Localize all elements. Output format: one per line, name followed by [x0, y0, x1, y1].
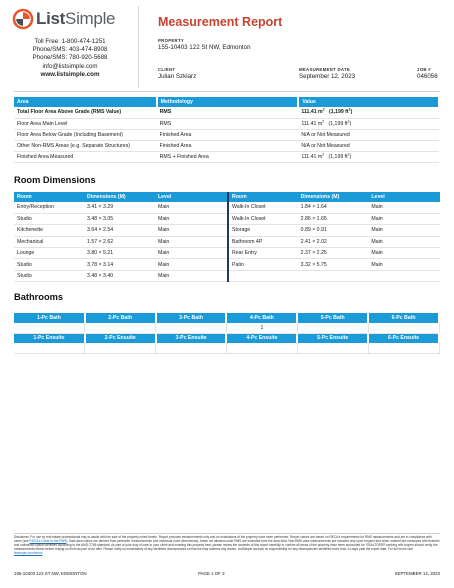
- table-row: [14, 213, 227, 224]
- logo-bold: List: [36, 9, 66, 28]
- ensuite-count: [85, 343, 156, 353]
- room-name: Entry/Reception: [14, 202, 84, 213]
- room-name: Studio: [14, 259, 84, 270]
- room-level: Main: [155, 202, 227, 213]
- room-name: Walk-In Closet: [228, 213, 298, 224]
- room-table-header: [14, 192, 227, 202]
- bath-col-header: 5-Pc Bath: [297, 313, 368, 323]
- ensuite-count: [368, 343, 439, 353]
- header-divider: [138, 6, 139, 88]
- header-separator: [14, 91, 440, 92]
- ensuite-count: [156, 343, 227, 353]
- room-dimensions: 3.80 × 5.21: [84, 248, 155, 259]
- bath-value-row: [14, 323, 439, 333]
- value-col-header: Value: [298, 97, 439, 107]
- room-level: Main: [368, 248, 440, 259]
- room-level: Main: [155, 270, 227, 281]
- room-name: [228, 270, 298, 281]
- room-level: Main: [155, 248, 227, 259]
- table-row: [228, 259, 440, 270]
- room-name: Walk-In Closet: [228, 202, 298, 213]
- area-table: [14, 97, 440, 163]
- table-row: [228, 236, 440, 247]
- bathrooms-title: Bathrooms: [14, 292, 64, 302]
- contact-website[interactable]: www.listsimple.com: [40, 70, 100, 78]
- bath-count: [85, 323, 156, 333]
- ensuite-count: [297, 343, 368, 353]
- table-row: [14, 152, 439, 163]
- footer-page-number: PAGE 1 OF 3: [198, 571, 225, 576]
- area-methodology: RMS: [157, 107, 299, 118]
- room-table-header: [228, 192, 440, 202]
- level-col-header: Level: [155, 192, 227, 202]
- phone-sms-number: Phone/SMS: 403-474-8908: [32, 46, 108, 54]
- room-dimensions: 0.89 × 0.91: [298, 225, 369, 236]
- area-methodology: Finished Area: [157, 129, 299, 140]
- property-label: PROPERTY: [158, 38, 185, 43]
- room-table-left: [14, 192, 227, 282]
- area-methodology: RMS + Finished Area: [157, 152, 299, 163]
- disclaimer-part-1: Disclaimer: For use by real estate professionals only to assist with the sale of the property noted herein. Report provides measurements only and no evaluations of the property have been performed. Report values are based on RECA's requirements for RMS measurements and are in compliance with same (see: [14, 535, 432, 543]
- table-row: [14, 202, 227, 213]
- ensuite-header-row: [14, 333, 439, 343]
- room-level: Main: [368, 213, 440, 224]
- property-address: 155-10403 122 St NW, Edmonton: [158, 44, 251, 51]
- table-row: [14, 141, 439, 152]
- room-col-header: Room: [228, 192, 298, 202]
- room-dimensions: 2.86 × 1.65: [298, 213, 369, 224]
- ensuite-col-header: 4-Pc Ensuite: [226, 333, 297, 343]
- contact-block: [10, 38, 130, 79]
- phone-sms-number-2: Phone/SMS: 780-920-5688: [32, 54, 108, 62]
- room-name: Storage: [228, 225, 298, 236]
- table-row: [228, 248, 440, 259]
- room-level: Main: [368, 202, 440, 213]
- room-name: Studio: [14, 270, 84, 281]
- room-dimensions: 1.84 × 1.64: [298, 202, 369, 213]
- bath-col-header: 4-Pc Bath: [226, 313, 297, 323]
- report-header: [0, 0, 454, 90]
- area-value-imperial: (1,199 ft: [328, 120, 348, 127]
- room-level: Main: [155, 236, 227, 247]
- table-row: [14, 248, 227, 259]
- room-name: Patio: [228, 259, 298, 270]
- room-dimensions: 2.41 × 2.02: [298, 236, 369, 247]
- ensuite-col-header: 5-Pc Ensuite: [297, 333, 368, 343]
- disclaimer-part-2: ). Said area values are derived from perimeter measurements (not individual room dimensions). Areas not allowed under RMS are excluded from the area total. Non-RMS area measurements are included only upon request and when ordered are measured with finished and unfinished space identified according to the ANSI Z765 standard. As part of your duty of care to your client and knowing this property best, please review the contents of this report carefully to confirm all areas of the property have been accounted for. REALTORS® working with buyers should verify the measurements herein before relying on them as part of an offer. Please notify us immediately of any identified discrepancies so that we may address any issues. ListSimple accepts no responsibility for any discrepancies identified more than 14 days past the report date. For full terms visit: [14, 539, 440, 551]
- client-name: Julian Szklarz: [158, 73, 197, 80]
- table-row: [14, 107, 439, 118]
- bath-count: 1: [226, 323, 297, 333]
- room-level: Main: [155, 259, 227, 270]
- area-name: Floor Area Main Level: [14, 118, 157, 129]
- room-table-right: [227, 192, 440, 282]
- ensuite-count: [14, 343, 85, 353]
- area-name: Floor Area Below Grade (Including Basement): [14, 129, 157, 140]
- bath-col-header: 6-Pc Bath: [368, 313, 439, 323]
- room-dimensions: 3.48 × 3.40: [84, 270, 155, 281]
- listsimple-logo-icon: [12, 8, 34, 30]
- footer-date: SEPTEMBER 12, 2023: [394, 571, 440, 576]
- area-table-header: [14, 97, 439, 107]
- table-row: [14, 225, 227, 236]
- table-row: [14, 259, 227, 270]
- ensuite-col-header: 3-Pc Ensuite: [156, 333, 227, 343]
- methodology-col-header: Methodology: [157, 97, 299, 107]
- bath-count: [14, 323, 85, 333]
- bath-count: [368, 323, 439, 333]
- logo-wordmark: [36, 9, 115, 29]
- bath-col-header: 3-Pc Bath: [156, 313, 227, 323]
- room-dimensions: [298, 270, 369, 281]
- ensuite-col-header: 2-Pc Ensuite: [85, 333, 156, 343]
- area-value: N/A or Not Measured: [298, 141, 439, 152]
- table-row: [228, 202, 440, 213]
- client-label: CLIENT: [158, 67, 176, 72]
- job-number: 046056: [417, 73, 438, 80]
- dimensions-col-header: Dimensions (M): [84, 192, 155, 202]
- area-value: 111.41 $m^2$ (1,199 $ft^2$): [298, 107, 439, 118]
- bath-col-header: 2-Pc Bath: [85, 313, 156, 323]
- contact-email[interactable]: info@listsimple.com: [42, 62, 98, 70]
- room-col-header: Room: [14, 192, 84, 202]
- room-level: Main: [368, 259, 440, 270]
- job-number-label: JOB #: [417, 67, 431, 72]
- area-value-imperial: (1,199 ft: [329, 109, 349, 116]
- room-dimensions-title: Room Dimensions: [14, 175, 96, 185]
- table-row: [14, 118, 439, 129]
- room-name: Rear Entry: [228, 248, 298, 259]
- bath-count: [297, 323, 368, 333]
- room-dimensions: 2.37 × 2.25: [298, 248, 369, 259]
- table-row: [228, 213, 440, 224]
- area-value-metric: 111.41 m: [301, 109, 323, 116]
- room-dimensions: 3.32 × 5.75: [298, 259, 369, 270]
- area-methodology: RMS: [157, 118, 299, 129]
- bath-count: [156, 323, 227, 333]
- area-methodology: Finished Area: [157, 141, 299, 152]
- terms-link[interactable]: listsimple.com/terms: [14, 551, 43, 555]
- area-name: Other Non-RMS Areas (e.g. Separate Structures): [14, 141, 157, 152]
- reca-guide-link[interactable]: RECA's Guide to the RMS: [29, 539, 67, 543]
- footer-address: 155-10403 122 ST NW, EDMONTON: [14, 571, 87, 576]
- table-row: [14, 129, 439, 140]
- listsimple-logo[interactable]: [12, 8, 115, 30]
- room-dimensions: 1.57 × 2.62: [84, 236, 155, 247]
- room-level: Main: [155, 213, 227, 224]
- report-title: Measurement Report: [158, 15, 283, 29]
- area-name: Finished Area Measured: [14, 152, 157, 163]
- toll-free-number: Toll Free: 1-800-474-1251: [34, 38, 106, 45]
- area-value-imperial: (1,199 ft: [328, 154, 348, 161]
- logo-regular: Simple: [65, 9, 116, 28]
- room-level: [368, 270, 440, 281]
- room-level: Main: [368, 225, 440, 236]
- area-col-header: Area: [14, 97, 157, 107]
- table-row: [14, 270, 227, 281]
- measurement-date-label: MEASUREMENT DATE: [299, 67, 351, 72]
- room-name: Studio: [14, 213, 84, 224]
- bath-col-header: 1-Pc Bath: [14, 313, 85, 323]
- level-col-header: Level: [368, 192, 440, 202]
- room-name: Lounge: [14, 248, 84, 259]
- room-name: Kitchenette: [14, 225, 84, 236]
- bathroom-table: [14, 313, 440, 354]
- bath-header-row: [14, 313, 439, 323]
- room-dimensions-tables: [14, 192, 440, 282]
- dimensions-col-header: Dimensions (M): [298, 192, 369, 202]
- room-level: Main: [155, 225, 227, 236]
- area-value: 111.41 $m^2$ (1,199 $ft^2$): [298, 152, 439, 163]
- ensuite-value-row: [14, 343, 439, 353]
- room-name: Mechanical: [14, 236, 84, 247]
- footer-divider: [14, 533, 440, 534]
- area-name: Total Floor Area Above Grade (RMS Value): [14, 107, 157, 118]
- table-row: [14, 236, 227, 247]
- room-dimensions: 3.41 × 3.29: [84, 202, 155, 213]
- room-dimensions: 3.48 × 3.05: [84, 213, 155, 224]
- room-dimensions: 3.64 × 2.54: [84, 225, 155, 236]
- ensuite-count: [226, 343, 297, 353]
- room-level: Main: [368, 236, 440, 247]
- ensuite-col-header: 6-Pc Ensuite: [368, 333, 439, 343]
- area-value: 111.41 $m^2$ (1,199 $ft^2$): [298, 118, 439, 129]
- room-dimensions: 3.78 × 3.14: [84, 259, 155, 270]
- room-name: Bathroom 4P: [228, 236, 298, 247]
- table-row: [228, 270, 440, 281]
- ensuite-col-header: 1-Pc Ensuite: [14, 333, 85, 343]
- area-value-metric: 111.41 m: [301, 154, 323, 161]
- disclaimer-text: [14, 535, 440, 555]
- area-value: N/A or Not Measured: [298, 129, 439, 140]
- table-row: [228, 225, 440, 236]
- measurement-date: September 12, 2023: [299, 73, 356, 80]
- area-value-metric: 111.41 m: [301, 120, 323, 127]
